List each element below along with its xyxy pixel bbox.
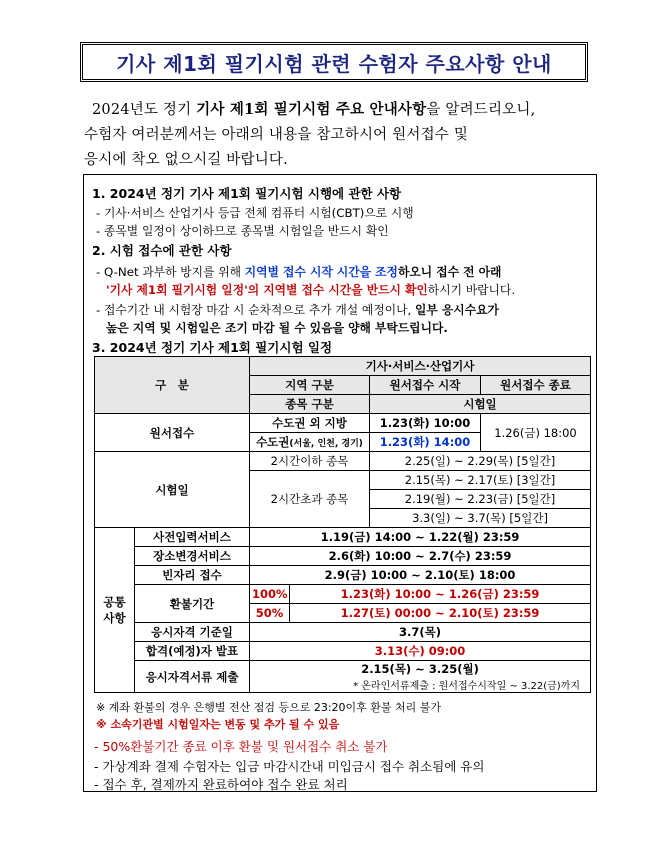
s2-text-b: 지역별 접수 시작 시간을 조정 (244, 265, 398, 279)
pass-date: 3.13(수) 09:00 (250, 642, 591, 661)
section-1-item-1: - 기사·서비스 산업기사 등급 전체 컴퓨터 시험(CBT)으로 시행 (96, 206, 414, 220)
s2-text-e: '기사 제1회 필기시험 일정'의 지역별 접수 시간을 반드시 확인 (106, 283, 428, 297)
s2-text-c: 하오니 (397, 265, 437, 279)
intro-text-bold: 기사 제1회 필기시험 주요 안내사항 (196, 101, 427, 118)
intro-text-1: 2024년도 정기 (92, 102, 197, 118)
section-2-item-2-line-1 (96, 301, 499, 318)
row-exam-label: 시험일 (95, 452, 250, 528)
docs-label: 응시자격서류 제출 (135, 661, 250, 693)
note-4: - 가상계좌 결제 수험자는 입금 마감시간내 미입금시 접수 취소됨에 유의 (94, 759, 485, 774)
exam-long-date-1: 2.15(목) ~ 2.17(토) [3일간] (370, 471, 591, 490)
docs-note: * 온라인서류제출 : 원서접수시작일 ~ 3.22(금)까지 (250, 677, 591, 693)
intro-text-2: 을 알려드리오니, (426, 102, 536, 118)
exam-short-date: 2.25(일) ~ 2.29(목) [5일간] (370, 452, 591, 471)
refund-50-date: 1.27(토) 00:00 ~ 2.10(토) 23:59 (290, 604, 591, 623)
apply-region-2-sub: (서울, 인천, 경기) (289, 439, 363, 449)
section-2-item-2-line-2: 높은 지역 및 시험일은 조기 마감 될 수 있음을 양해 부탁드립니다. (106, 321, 448, 335)
place-label: 장소변경서비스 (135, 547, 250, 566)
section-2-heading: 2. 시험 접수에 관한 사항 (92, 243, 232, 258)
vacancy-label: 빈자리 접수 (135, 566, 250, 585)
exam-long-date-2: 2.19(월) ~ 2.23(금) [5일간] (370, 490, 591, 509)
vacancy-date: 2.9(금) 10:00 ~ 2.10(토) 18:00 (250, 566, 591, 585)
s2-text-g: - 접수기간 내 시험장 마감 시 순차적으로 추가 개설 예정이나, (96, 303, 416, 317)
notice-box (83, 174, 597, 792)
page-title: 기사 제1회 필기시험 관련 수험자 주요사항 안내 (116, 51, 552, 76)
common-label: 공통 사항 (95, 528, 135, 693)
header-exam-day: 시험일 (370, 395, 591, 414)
qual-label: 응시자격 기준일 (135, 623, 250, 642)
refund-label: 환불기간 (135, 585, 250, 623)
s2-text-d: 접수 전 아래 (436, 265, 502, 279)
schedule-table (94, 356, 591, 693)
intro-line-2: 수험자 여러분께서는 아래의 내용을 참고하시어 원서접수 및 (84, 127, 469, 143)
note-2: ※ 소속기관별 시험일자는 변동 및 추가 될 수 있음 (96, 718, 340, 731)
apply-time-2: 1.23(화) 14:00 (370, 433, 481, 452)
apply-time-1: 1.23(화) 10:00 (370, 414, 481, 433)
exam-long: 2시간초과 종목 (250, 471, 370, 528)
section-2-item-1-line-1 (96, 263, 501, 280)
section-1-heading: 1. 2024년 정기 기사 제1회 필기시험 시행에 관한 사항 (92, 186, 402, 201)
apply-region-1: 수도권 외 지방 (250, 414, 370, 433)
s2-text-h: 일부 응시수요가 (415, 303, 499, 317)
apply-region-2 (250, 433, 370, 452)
note-3: - 50%환불기간 종료 이후 환불 및 원서접수 취소 불가 (94, 739, 388, 754)
pre-label: 사전입력서비스 (135, 528, 250, 547)
apply-region-2-main: 수도권 (256, 435, 290, 449)
refund-100-date: 1.23(화) 10:00 ~ 1.26(금) 23:59 (290, 585, 591, 604)
docs-date: 2.15(목) ~ 3.25(월) (250, 661, 591, 678)
header-gubun: 구 분 (95, 357, 250, 414)
place-date: 2.6(화) 10:00 ~ 2.7(수) 23:59 (250, 547, 591, 566)
note-1: ※ 계좌 환불의 경우 은행별 전산 점검 등으로 23:20이후 환불 처리 불가 (96, 701, 442, 714)
header-start: 원서접수 시작 (370, 376, 481, 395)
exam-long-date-3: 3.3(일) ~ 3.7(목) [5일간] (370, 509, 591, 528)
header-group: 기사·서비스·산업기사 (250, 357, 591, 376)
note-5: - 접수 후, 결제까지 완료하여야 접수 완료 처리 (94, 777, 348, 792)
exam-short: 2시간이하 종목 (250, 452, 370, 471)
s2-text-f: 하시기 바랍니다. (427, 283, 516, 297)
header-jongmok: 종목 구분 (250, 395, 370, 414)
section-2-item-1-line-2 (106, 281, 515, 298)
header-end: 원서접수 종료 (481, 376, 591, 395)
section-3-heading: 3. 2024년 정기 기사 제1회 필기시험 일정 (92, 340, 333, 355)
row-apply-label: 원서접수 (95, 414, 250, 452)
header-region: 지역 구분 (250, 376, 370, 395)
pre-date: 1.19(금) 14:00 ~ 1.22(월) 23:59 (250, 528, 591, 547)
intro-line-3: 응시에 착오 없으시길 바랍니다. (84, 152, 288, 168)
qual-date: 3.7(목) (250, 623, 591, 642)
intro-paragraph (84, 97, 604, 173)
pass-label: 합격(예정)자 발표 (135, 642, 250, 661)
title-box (80, 42, 588, 82)
refund-100: 100% (250, 585, 290, 604)
section-1-item-2: - 종목별 일정이 상이하므로 종목별 시험일을 반드시 확인 (96, 224, 389, 238)
s2-text-a: - Q-Net 과부하 방지를 위해 (96, 265, 245, 279)
apply-end: 1.26(금) 18:00 (481, 414, 591, 452)
refund-50: 50% (250, 604, 290, 623)
